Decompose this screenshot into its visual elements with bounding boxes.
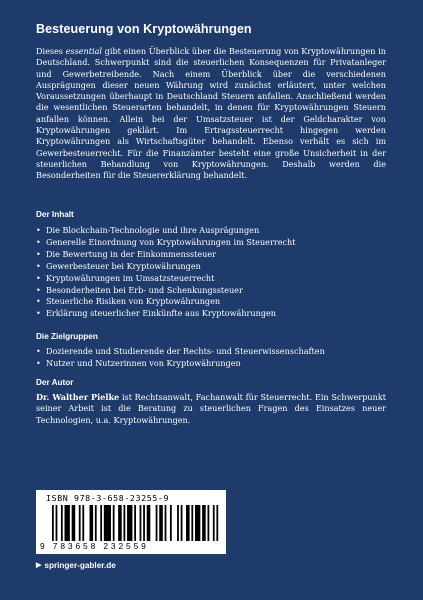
intro-paragraph xyxy=(36,46,386,182)
barcode-bar xyxy=(186,505,190,541)
arrow-right-icon: ▶ xyxy=(36,561,42,569)
author-paragraph xyxy=(36,392,386,426)
list-item: • Gewerbesteuer bei Kryptowährungen xyxy=(36,261,295,273)
barcode-bar xyxy=(100,505,102,541)
barcode-bar xyxy=(90,505,94,541)
barcode-bar xyxy=(191,505,193,541)
target-groups-heading: Die Zielgruppen xyxy=(36,332,98,341)
barcode-bar xyxy=(213,505,215,541)
barcode-bar xyxy=(177,505,179,541)
barcode xyxy=(36,490,226,554)
list-item: • Generelle Einordnung von Kryptowährungen im Steuerrecht xyxy=(36,237,295,249)
barcode-bar xyxy=(216,505,218,541)
intro-body: gibt einen Überblick über die Besteuerung von Kryptowährungen in Deutschland. Schwerpunkt sind die steuerlichen Konsequenzen für Privatanleger und Gewerbetreibende. Nach einem Überblick über die verschiedenen Ausprägungen dieser neuen Währung wird zunächst erläutert, unter welchen Voraussetzungen überhaupt in Deutschland Steuern anfallen. Anschließend werden die wesentlichen Steuerarten behandelt, in denen für Kryptowährungen Steuern anfallen können. Allein bei der Umsatzsteuer ist der Geldcharakter von Kryptowährungen geklärt. Im Ertragssteuerrecht hingegen werden Kryptowährungen als Wirtschaftsgüter behandelt. Ebenso verhält es sich im Gewerbesteuerrecht. Für die Finanzämter besteht eine große Unsicherheit in der steuerlichen Behandlung von Kryptowährungen. Deshalb werden die Besonderheiten für die Steuererklärung behandelt. xyxy=(36,46,386,181)
barcode-bar xyxy=(159,505,163,541)
list-item: • Erklärung steuerlicher Einkünfte aus Kryptowährungen xyxy=(36,308,295,320)
barcode-bar xyxy=(118,505,122,541)
list-item: • Die Bewertung in der Einkommenssteuer xyxy=(36,249,295,261)
barcode-bar xyxy=(165,505,167,541)
publisher-url: springer-gabler.de xyxy=(44,561,116,570)
intro-lead: Dieses xyxy=(36,46,66,56)
author-heading: Der Autor xyxy=(36,378,74,387)
barcode-bar xyxy=(72,505,76,541)
barcode-bar xyxy=(140,505,142,541)
book-title: Besteuerung von Kryptowährungen xyxy=(36,22,252,36)
barcode-bar xyxy=(61,505,63,541)
author-bio: ist Rechtsanwalt, Fachanwalt für Steuerrecht. Ein Schwerpunkt seiner Arbeit ist die Beratung zu steuerlichen Fragen des Einsatzes neuer Technologien, u.a. Kryptowährungen. xyxy=(36,392,386,425)
barcode-bar xyxy=(195,505,200,541)
barcode-bar xyxy=(123,505,125,541)
barcode-bar xyxy=(207,505,209,541)
barcode-bar xyxy=(65,505,70,541)
barcode-bar xyxy=(127,505,132,541)
isbn-label: ISBN 978-3-658-23255-9 xyxy=(46,493,170,503)
list-item: • Die Blockchain-Technologie und ihre Ausprägungen xyxy=(36,225,295,237)
barcode-bar xyxy=(113,505,115,541)
barcode-bar xyxy=(134,505,136,541)
intro-emphasis: essential xyxy=(65,46,102,56)
target-groups-list xyxy=(36,346,325,370)
author-name: Dr. Walther Pielke xyxy=(36,392,120,402)
barcode-bar xyxy=(143,505,145,541)
barcode-bar xyxy=(156,505,158,541)
barcode-bars xyxy=(52,505,220,541)
list-item: • Steuerliche Risiken von Kryptowährungen xyxy=(36,296,295,308)
barcode-bar xyxy=(104,505,111,541)
barcode-bar xyxy=(202,505,206,541)
barcode-bar xyxy=(95,505,97,541)
barcode-bar xyxy=(147,505,151,541)
barcode-bar xyxy=(181,505,183,541)
list-item: • Besonderheiten bei Erb- und Schenkungssteuer xyxy=(36,285,295,297)
contents-list xyxy=(36,225,295,320)
barcode-bar xyxy=(82,505,84,541)
list-item: • Kryptowährungen im Umsatzsteuerrecht xyxy=(36,273,295,285)
contents-heading: Der Inhalt xyxy=(36,210,74,219)
barcode-bar xyxy=(52,505,54,541)
list-item: • Nutzer und Nutzerinnen von Kryptowährungen xyxy=(36,358,325,370)
publisher-link[interactable] xyxy=(36,561,116,570)
list-item: • Dozierende und Studierende der Rechts- und Steuerwissenschaften xyxy=(36,346,325,358)
barcode-bar xyxy=(170,505,172,541)
barcode-bar xyxy=(56,505,58,541)
barcode-bar xyxy=(79,505,81,541)
ean-digits: 9 783658 232559 xyxy=(40,541,149,551)
